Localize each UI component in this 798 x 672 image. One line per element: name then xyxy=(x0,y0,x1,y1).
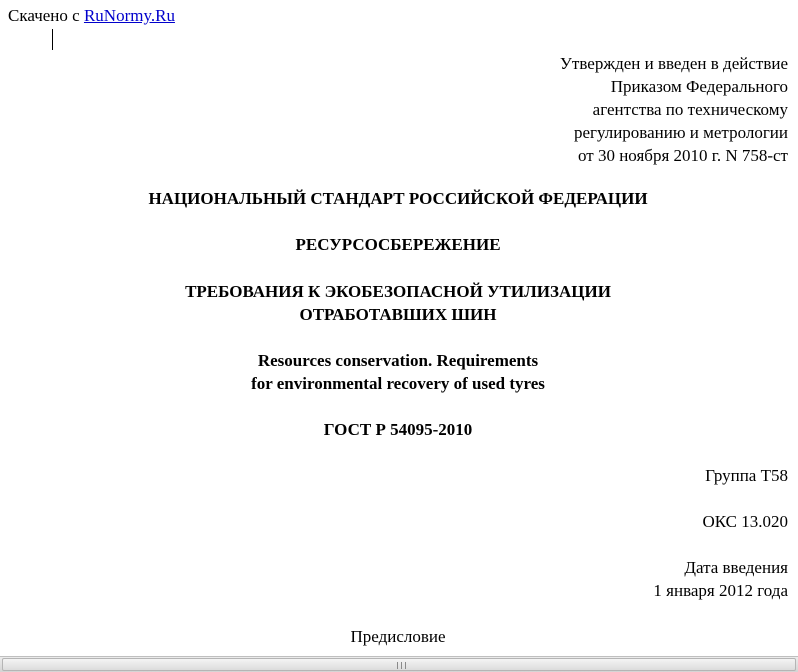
gost-number: ГОСТ Р 54095-2010 xyxy=(323,420,473,439)
grip-icon xyxy=(397,662,406,669)
approval-block xyxy=(388,52,788,167)
requirements-line: ОТРАБОТАВШИХ ШИН xyxy=(299,305,497,324)
approval-line: агентства по техническому xyxy=(592,100,788,119)
topic-heading: РЕСУРСОСБЕРЕЖЕНИЕ xyxy=(295,235,501,254)
requirements-heading xyxy=(0,280,796,326)
text-cursor xyxy=(52,29,53,50)
english-title-line: for environmental recovery of used tyres xyxy=(251,374,545,393)
horizontal-scrollbar[interactable] xyxy=(0,656,798,672)
intro-date-label: Дата введения xyxy=(684,558,788,577)
approval-line: Утвержден и введен в действие xyxy=(559,54,788,73)
oks-code: ОКС 13.020 xyxy=(702,512,788,531)
source-link[interactable]: RuNormy.Ru xyxy=(83,6,175,25)
approval-line: регулированию и метрологии xyxy=(573,123,788,142)
english-title-line: Resources conservation. Requirements xyxy=(257,351,539,370)
requirements-line: ТРЕБОВАНИЯ К ЭКОБЕЗОПАСНОЙ УТИЛИЗАЦИИ xyxy=(185,282,611,301)
foreword-heading: Предисловие xyxy=(350,627,446,646)
approval-line: Приказом Федерального xyxy=(610,77,788,96)
approval-line: от 30 ноября 2010 г. N 758-ст xyxy=(578,146,788,165)
intro-date: 1 января 2012 года xyxy=(653,581,788,600)
english-title xyxy=(0,349,796,395)
national-standard-heading: НАЦИОНАЛЬНЫЙ СТАНДАРТ РОССИЙСКОЙ ФЕДЕРАЦИИ xyxy=(148,189,648,208)
group-code: Группа Т58 xyxy=(705,466,788,485)
source-line xyxy=(8,6,175,26)
scrollbar-thumb[interactable] xyxy=(2,658,796,671)
source-prefix: Скачено с xyxy=(8,6,80,25)
